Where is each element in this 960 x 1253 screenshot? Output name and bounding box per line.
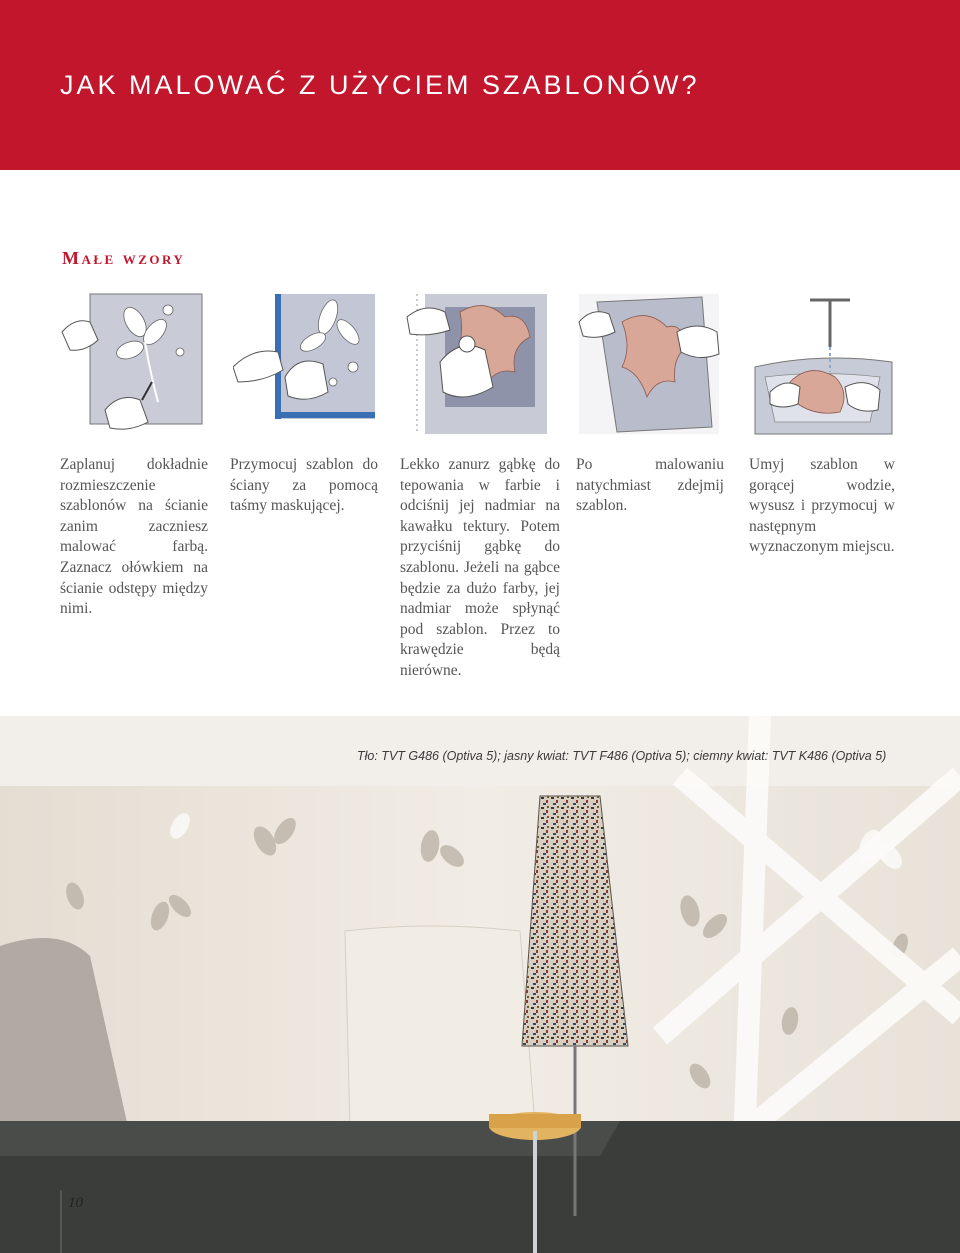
step-1-text: Zaplanuj dokładnie rozmieszczenie szablonów na ścianie zanim zaczniesz malować farbą. Zaznacz ołówkiem na ścianie odstępy między nimi. (60, 456, 208, 618)
step-4-text: Po malowaniu natychmiast zdejmij szablon. (576, 456, 724, 515)
washing-stencil-icon (750, 292, 895, 437)
step-5-illustration (750, 292, 895, 437)
photo-caption: Tło: TVT G486 (Optiva 5); jasny kwiat: TVT F486 (Optiva 5); ciemny kwiat: TVT K486 (Optiva 5) (357, 749, 887, 763)
step-2-text: Przymocuj szablon do ściany za pomocą taśmy maskującej. (230, 456, 378, 515)
interior-photo (0, 716, 960, 1253)
step-3-text: Lekko zanurz gąbkę do tepowania w farbie i odciśnij jej nadmiar na kawałku tektury. Potem przyciśnij gąbkę do szablonu. Jeżeli na gąbce będzie za dużo farby, jej nadmiar może spłynąć pod szablon. Przez to krawędzie będą nierówne. (400, 456, 560, 679)
page-title: JAK MALOWAĆ Z UŻYCIEM SZABLONÓW? (60, 70, 700, 100)
step-2-illustration (233, 292, 378, 437)
masking-tape-stencil-icon (233, 292, 378, 437)
interior-scene-image (0, 716, 960, 1253)
step-1-illustration (60, 292, 205, 437)
page-number: 10 (68, 1195, 83, 1211)
page-number-rule (60, 1190, 62, 1253)
removing-stencil-icon (577, 292, 722, 437)
sponge-dabbing-icon (405, 292, 550, 437)
step-4-illustration (577, 292, 722, 437)
step-5-text: Umyj szablon w gorącej wodzie, wysusz i przymocuj w następnym wyznaczonym miejscu. (749, 456, 895, 556)
section-title: Małe wzory (62, 248, 186, 268)
step-3-illustration (405, 292, 550, 437)
pencil-marking-stencil-icon (60, 292, 205, 437)
